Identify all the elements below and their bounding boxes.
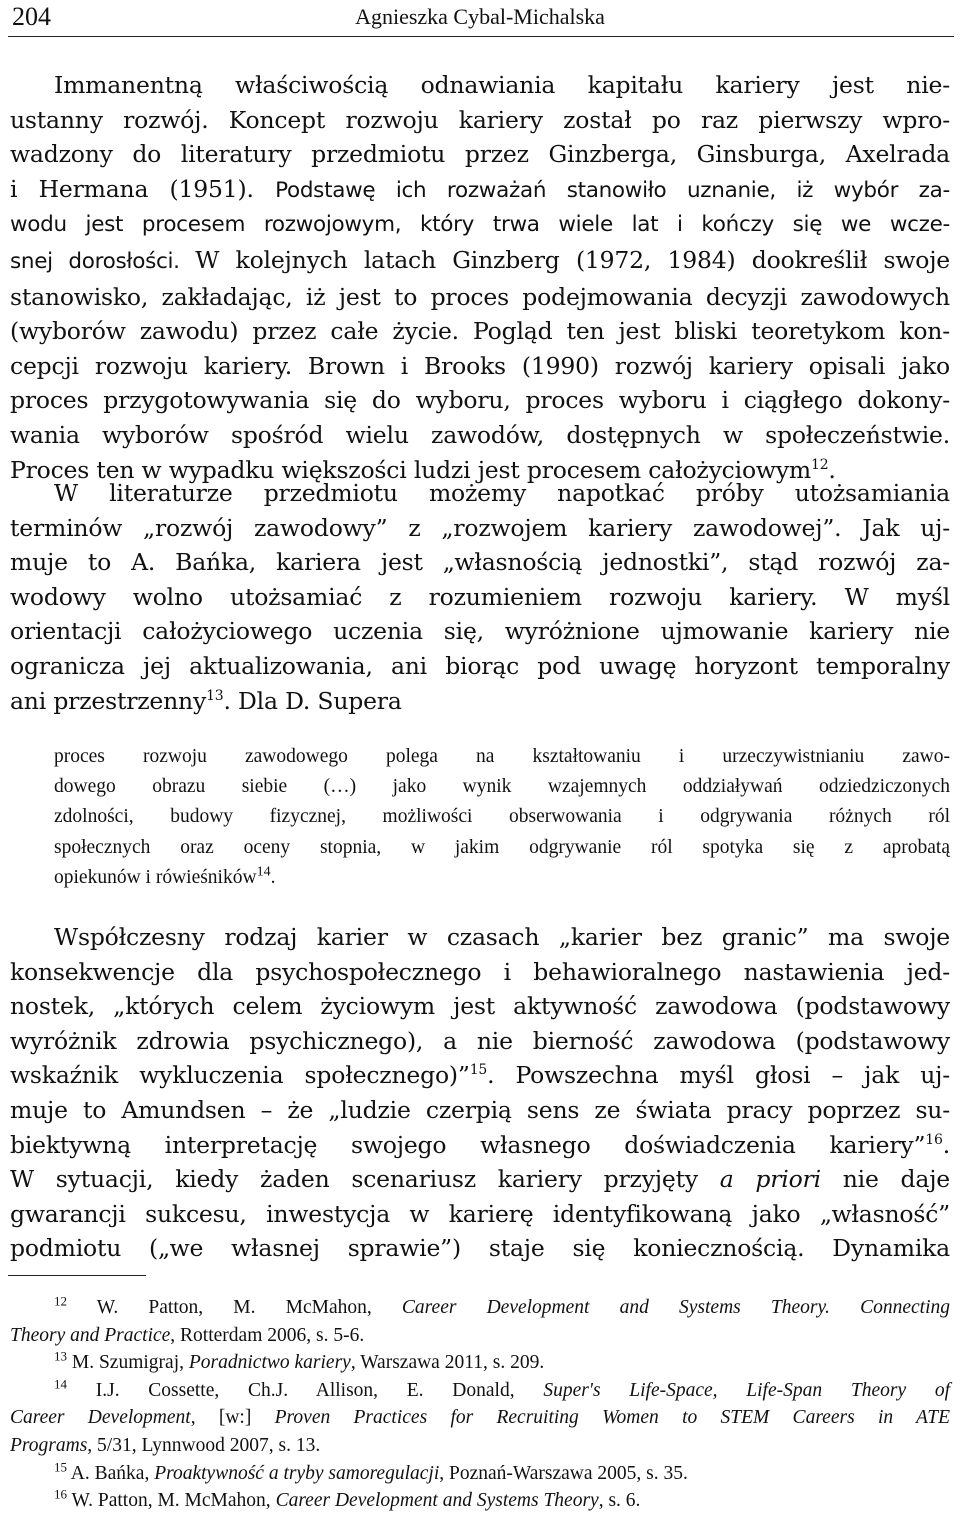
text-line bbox=[10, 1058, 950, 1093]
text-run: W sytuacji, kiedy żaden scenariusz kariery przyjęty bbox=[10, 1165, 720, 1194]
text-line: proces przygotowywania się do wyboru, proces wyboru i ciągłego dokony- bbox=[10, 386, 950, 415]
footnote-ref: 16 bbox=[925, 1131, 943, 1148]
text-run: ani przestrzenny bbox=[10, 686, 207, 715]
footnote-ref: 14 bbox=[256, 864, 271, 880]
text-line: ustanny rozwój. Koncept rozwoju kariery został po raz pierwszy wpro- bbox=[10, 105, 950, 134]
text-run: Brown i Brooks (1990) rozwój kariery opisali jako bbox=[307, 351, 950, 380]
quote-line: dowego obrazu siebie (…) jako wynik wzajemnych oddziaływań odziedziczonych bbox=[54, 776, 950, 798]
text-run: i Hermana (1951). bbox=[10, 174, 276, 203]
text-line: Immanentną właściwością odnawiania kapitału kariery jest nie- bbox=[54, 71, 950, 99]
text-line: nostek, „których celem życiowym jest aktywność zawodowa (podstawowy bbox=[10, 992, 950, 1021]
text-line: gwarancji sukcesu, inwestycja w karierę identyfikowaną jako „własność” bbox=[10, 1199, 950, 1228]
title-run: Career Development and Systems Theory bbox=[275, 1490, 599, 1512]
text-run: wodowy wolno utożsamiać z rozumieniem rozwoju kariery. bbox=[10, 582, 845, 611]
quote-line: zdolności, budowy fizycznej, możliwości obserwowania i odgrywania różnych ról bbox=[54, 806, 950, 828]
text-line bbox=[10, 349, 950, 384]
text-line bbox=[10, 243, 950, 280]
footnote-14 bbox=[10, 1377, 950, 1405]
paragraph-3 bbox=[10, 920, 950, 1266]
text-run: A. Bańka, bbox=[67, 1462, 155, 1484]
text-run: W. Patton, M. McMahon, bbox=[67, 1297, 402, 1318]
text-run: M. Szumigraj, bbox=[67, 1352, 189, 1374]
footnote-number: 12 bbox=[54, 1293, 67, 1309]
footnote-ref: 15 bbox=[469, 1062, 488, 1079]
text-run: biektywną interpretację swojego własnego doświadczenia kariery” bbox=[10, 1130, 926, 1159]
text-line bbox=[10, 172, 950, 209]
quote-line: proces rozwoju zawodowego polega na kształtowaniu i urzeczywistnianiu zawo- bbox=[54, 746, 950, 767]
text-run: opiekunów i rówieśników bbox=[54, 866, 257, 888]
text-run: (wyborów zawodu) przez całe życie. bbox=[10, 317, 473, 346]
text-run: , [w:] bbox=[190, 1407, 275, 1429]
text-line: wania wyborów spośród wielu zawodów, dostępnych w społeczeństwie. bbox=[10, 420, 950, 449]
footnote-ref: 12 bbox=[810, 456, 829, 473]
text-run: nie daje bbox=[820, 1165, 950, 1194]
footnote-14-cont bbox=[10, 1404, 950, 1432]
text-run: I.J. Cossette, Ch.J. Allison, E. Donald, bbox=[67, 1379, 544, 1401]
text-run: . bbox=[270, 866, 276, 888]
text-line: muje to Amundsen – że „ludzie czerpią sens ze świata pracy poprzez su- bbox=[10, 1095, 950, 1124]
text-run: , s. 6. bbox=[598, 1490, 641, 1512]
title-run: Theory and Practice bbox=[10, 1324, 171, 1346]
text-run: W. Patton, M. McMahon, bbox=[67, 1490, 276, 1512]
quote-line: społecznych oraz oceny stopnia, w jakim odgrywanie ról spotyka się z aprobatą bbox=[54, 836, 950, 858]
title-run: Career Development and Systems Theory. Connecting bbox=[401, 1297, 950, 1318]
text-run: . bbox=[942, 1130, 950, 1159]
title-run: Career Development bbox=[10, 1407, 191, 1429]
text-line: W literaturze przedmiotu możemy napotkać próby utożsamiania bbox=[54, 479, 950, 507]
text-run: , Rotterdam 2006, s. 5-6. bbox=[170, 1324, 365, 1346]
title-run: Programs, bbox=[10, 1434, 93, 1456]
footnote-number: 14 bbox=[54, 1376, 67, 1392]
text-run: . Dla D. Supera bbox=[223, 686, 402, 715]
footnote-rule bbox=[8, 1275, 146, 1276]
text-line: wadzony do literatury przedmiotu przez Ginzberga, Ginsburga, Axelrada bbox=[10, 140, 950, 169]
text-run: 5/31, Lynnwood 2007, s. 13. bbox=[92, 1434, 321, 1456]
text-line: konsekwencje dla psychospołecznego i behawioralnego nastawienia jed- bbox=[10, 957, 950, 986]
text-line bbox=[10, 1162, 950, 1197]
title-run: Proaktywność a tryby samoregulacji bbox=[154, 1462, 440, 1484]
title-run: Poradnictwo kariery bbox=[188, 1352, 351, 1374]
footnote-12 bbox=[10, 1294, 950, 1322]
text-line: podmiotu („we własnej sprawie”) staje się koniecznością. Dynamika bbox=[10, 1234, 950, 1263]
text-run: Proces ten w wypadku większości ludzi jest procesem całożyciowym bbox=[10, 455, 811, 484]
footnote-ref: 13 bbox=[206, 687, 224, 704]
text-line: wyróżnik zdrowia psychicznego), a nie bierność zawodowa (podstawowy bbox=[10, 1026, 950, 1055]
text-line: ogranicza jej aktualizowania, ani biorąc pod uwagę horyzont temporalny bbox=[10, 651, 950, 680]
header-rule bbox=[8, 36, 954, 37]
text-line: wodu jest procesem rozwojowym, który trwa wiele lat i kończy się we wcze- bbox=[10, 212, 950, 238]
text-run-sans: Podstawę ich rozważań stanowiło uznanie, iż wybór za- bbox=[275, 177, 951, 203]
text-line bbox=[10, 545, 950, 580]
footnotes bbox=[10, 1294, 950, 1515]
footnote-number: 16 bbox=[54, 1486, 67, 1502]
text-line: stanowisko, zakładając, iż jest to proces podejmowania decyzji zawodowych bbox=[10, 282, 950, 311]
text-run: W myśl bbox=[844, 582, 951, 611]
footnote-13 bbox=[10, 1349, 950, 1377]
footnote-14-cont2 bbox=[10, 1432, 950, 1460]
text-line bbox=[10, 1128, 950, 1163]
paragraph-2 bbox=[10, 476, 950, 718]
paragraph-1 bbox=[10, 68, 950, 487]
quote-line bbox=[54, 863, 950, 893]
text-run: cepcji rozwoju kariery. bbox=[10, 351, 308, 380]
running-head: Agnieszka Cybal-Michalska bbox=[355, 4, 605, 29]
footnote-number: 15 bbox=[54, 1459, 67, 1475]
text-run: wskaźnik wykluczenia społecznego)” bbox=[10, 1061, 470, 1090]
text-run: . Powszechna myśl głosi – jak uj- bbox=[487, 1061, 951, 1090]
text-line: orientacji całożyciowego uczenia się, wyróżnione ujmowanie kariery nie bbox=[10, 617, 950, 646]
text-run: muje to A. bbox=[10, 548, 176, 577]
text-line bbox=[10, 580, 950, 615]
text-run-sans: snej dorosłości. bbox=[10, 248, 196, 274]
block-quote bbox=[54, 742, 950, 893]
text-run: . bbox=[828, 455, 836, 484]
title-run: Super's Life-Space, Life-Span Theory of bbox=[543, 1379, 951, 1401]
footnote-12-cont bbox=[10, 1322, 950, 1350]
text-run: Bańka, kariera jest „własnością jednostki”, stąd rozwój za- bbox=[175, 548, 950, 577]
text-line: terminów „rozwój zawodowy” z „rozwojem kariery zawodowej”. Jak uj- bbox=[10, 513, 950, 542]
text-run: , Poznań-Warszawa 2005, s. 35. bbox=[439, 1462, 688, 1484]
title-run: Proven Practices for Recruiting Women to STEM Careers in ATE bbox=[274, 1407, 951, 1429]
text-line bbox=[10, 684, 950, 719]
footnote-15 bbox=[10, 1460, 950, 1488]
footnote-number: 13 bbox=[54, 1348, 67, 1364]
text-line: Współczesny rodzaj karier w czasach „karier bez granic” ma swoje bbox=[54, 923, 950, 951]
text-run: , Warszawa 2011, s. 209. bbox=[350, 1352, 545, 1374]
page-number: 204 bbox=[12, 2, 51, 31]
text-run: W kolejnych latach Ginzberg (1972, 1984) dookreślił swoje bbox=[195, 245, 950, 274]
text-run: Pogląd ten jest bliski teoretykom kon- bbox=[473, 317, 950, 346]
text-line bbox=[10, 314, 950, 349]
italic-term: a priori bbox=[719, 1165, 821, 1194]
